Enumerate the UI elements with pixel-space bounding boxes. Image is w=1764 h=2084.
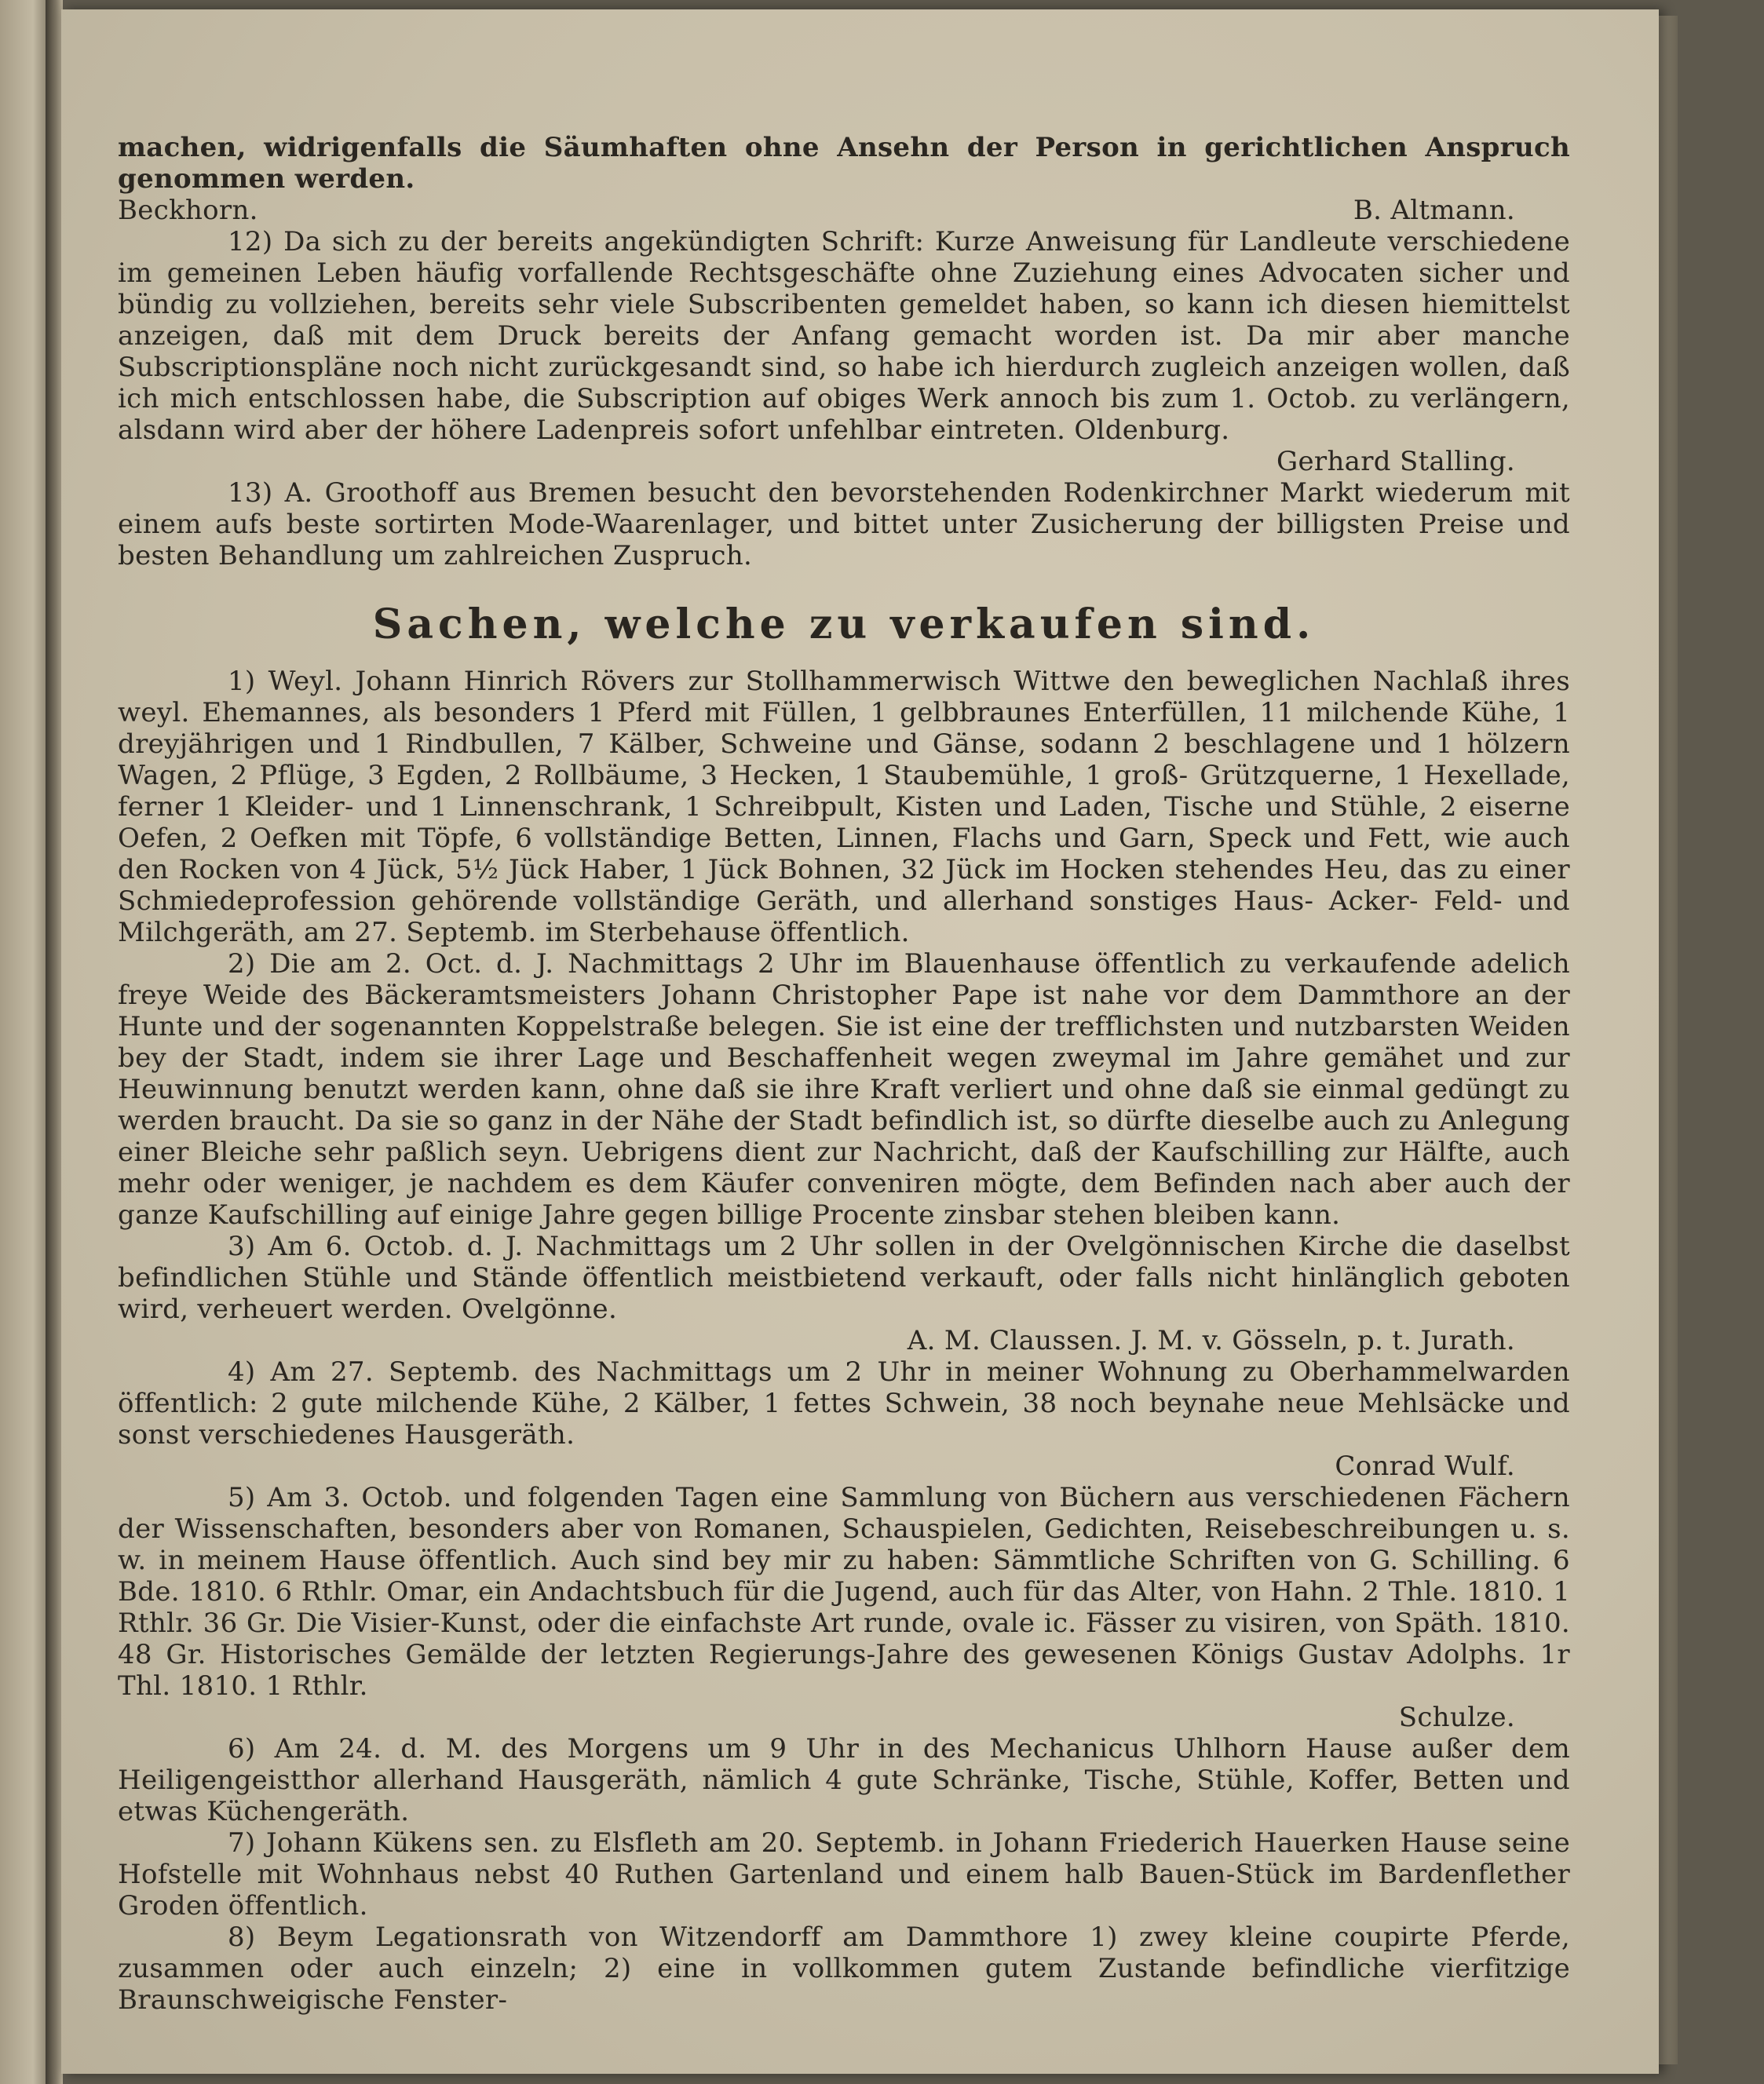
- sale-item-signature: Schulze.: [1398, 1702, 1515, 1733]
- sale-item-3: [118, 1231, 1570, 1356]
- sale-item-text: 1) Weyl. Johann Hinrich Rövers zur Stollhammerwisch Wittwe den beweglichen Nachlaß ihres weyl. Ehemannes, als besonders 1 Pferd mit Füllen, 1 gelbbraunes Enterfüllen, 11 milchende Kühe, 1 dreyjährigen und 1 Rindbullen, 7 Kälber, Schweine und Gänse, sodann 2 beschlagene und 1 hölzern Wagen, 2 Pflüge, 3 Egden, 2 Rollbäume, 3 Hecken, 1 Staubemühle, 1 groß- Grützquerne, 1 Hexellade, ferner 1 Kleider- und 1 Linnenschrank, 1 Schreibpult, Kisten und Laden, Tische und Stühle, 2 eiserne Oefen, 2 Oefken mit Töpfe, 6 vollständige Betten, Linnen, Flachs und Garn, Speck und Fett, wie auch den Rocken von 4 Jück, 5½ Jück Haber, 1 Jück Bohnen, 32 Jück im Hocken stehendes Heu, das zu einer Schmiedeprofession gehörende vollständige Geräth, und allerhand sonstiges Haus- Acker- Feld- und Milchgeräth, am 27. Septemb. im Sterbehause öffentlich.: [118, 666, 1570, 948]
- notice-12: [118, 226, 1570, 477]
- sale-item-1: [118, 666, 1570, 948]
- section-heading: Sachen, welche zu verkaufen sind.: [372, 600, 1316, 648]
- top-line: machen, widrigenfalls die Säumhaften ohne Ansehn der Person in gerichtlichen Anspruch genommen werden.: [118, 132, 1570, 195]
- sale-item-text: 3) Am 6. Octob. d. J. Nachmittags um 2 Uhr sollen in der Ovelgönnischen Kirche die daselbst befindlichen Stühle und Stände öffentlich meistbietend verkauft, oder falls nicht hinlänglich geboten wird, verheuert werden. Ovelgönne.: [118, 1231, 1570, 1325]
- notice-13: [118, 477, 1570, 571]
- top-signature-line: [118, 195, 1570, 226]
- sale-item-text: 8) Beym Legationsrath von Witzendorff am Dammthore 1) zwey kleine coupirte Pferde, zusammen oder auch einzeln; 2) eine in vollkommen gutem Zustande befindliche vierfitzige Braunschweigische Fenster-: [118, 1922, 1570, 2016]
- sale-item-text: 6) Am 24. d. M. des Morgens um 9 Uhr in des Mechanicus Uhlhorn Hause außer dem Heiligengeistthor allerhand Hausgeräth, nämlich 4 gute Schränke, Tische, Stühle, Koffer, Betten und etwas Küchengeräth.: [118, 1733, 1570, 1827]
- sale-item-2: [118, 948, 1570, 1231]
- sale-item-4: [118, 1356, 1570, 1482]
- sale-item-7: [118, 1827, 1570, 1922]
- left-page-edge: [0, 0, 47, 2084]
- top-place: Beckhorn.: [118, 195, 258, 226]
- notice-12-text: 12) Da sich zu der bereits angekündigten Schrift: Kurze Anweisung für Landleute verschiedene im gemeinen Leben häufig vorfallende Rechtsgeschäfte ohne Zuziehung eines Advocaten sicher und bündig zu vollziehen, bereits sehr viele Subscribenten gemeldet haben, so kann ich diesen hiemittelst anzeigen, daß mit dem Druck bereits der Anfang gemacht worden ist. Da mir aber manche Subscriptionspläne noch nicht zurückgesandt sind, so habe ich hierdurch zugleich anzeigen wollen, daß ich mich entschlossen habe, die Subscription auf obiges Werk annoch bis zum 1. Octob. zu verlängern, alsdann wird aber der höhere Ladenpreis sofort unfehlbar eintreten. Oldenburg.: [118, 226, 1570, 446]
- sale-item-text: 4) Am 27. Septemb. des Nachmittags um 2 Uhr in meiner Wohnung zu Oberhammelwarden öffentlich: 2 gute milchende Kühe, 2 Kälber, 1 fettes Schwein, 38 noch beynahe neue Mehlsäcke und sonst verschiedenes Hausgeräth.: [118, 1356, 1570, 1451]
- top-signature: B. Altmann.: [1353, 195, 1515, 226]
- sale-item-signature: A. M. Claussen. J. M. v. Gösseln, p. t. Jurath.: [907, 1325, 1515, 1356]
- sale-item-5: [118, 1482, 1570, 1733]
- sale-item-text: 2) Die am 2. Oct. d. J. Nachmittags 2 Uhr im Blauenhause öffentlich zu verkaufende adelich freye Weide des Bäckeramtsmeisters Johann Christopher Pape ist nahe vor dem Dammthore an der Hunte und der sogenannten Koppelstraße belegen. Sie ist eine der trefflichsten und nutzbarsten Weiden bey der Stadt, indem sie ihrer Lage und Beschaffenheit wegen zweymal im Jahre gemähet und zur Heuwinnung benutzt werden kann, ohne daß sie ihre Kraft verliert und ohne daß sie einmal gedüngt zu werden braucht. Da sie so ganz in der Nähe der Stadt befindlich ist, so dürfte dieselbe auch zu Anlegung einer Bleiche sehr paßlich seyn. Uebrigens dient zur Nachricht, daß der Kaufschilling zur Hälfte, auch mehr oder weniger, je nachdem es dem Käufer conveniren mögte, dem Befinden nach aber auch der ganze Kaufschilling auf einige Jahre gegen billige Procente zinsbar stehen bleiben kann.: [118, 948, 1570, 1231]
- notice-13-text: 13) A. Groothoff aus Bremen besucht den bevorstehenden Rodenkirchner Markt wiederum mit einem aufs beste sortirten Mode-Waarenlager, und bittet unter Zusicherung der billigsten Preise und besten Behandlung um zahlreichen Zuspruch.: [118, 477, 1570, 571]
- page-text: [118, 132, 1570, 2016]
- book-gutter: [46, 0, 63, 2084]
- page-edge-shadow: [1659, 16, 1678, 2064]
- sale-item-text: 5) Am 3. Octob. und folgenden Tagen eine Sammlung von Büchern aus verschiedenen Fächern der Wissenschaften, besonders aber von Romanen, Schauspielen, Gedichten, Reisebeschreibungen u. s. w. in meinem Hause öffentlich. Auch sind bey mir zu haben: Sämmtliche Schriften von G. Schilling. 6 Bde. 1810. 6 Rthlr. Omar, ein Andachtsbuch für die Jugend, auch für das Alter, von Hahn. 2 Thle. 1810. 1 Rthlr. 36 Gr. Die Visier-Kunst, oder die einfachste Art runde, ovale ic. Fässer zu visiren, von Späth. 1810. 48 Gr. Historisches Gemälde der letzten Regierungs-Jahre des gewesenen Königs Gustav Adolphs. 1r Thl. 1810. 1 Rthlr.: [118, 1482, 1570, 1702]
- sale-item-signature: Conrad Wulf.: [1335, 1451, 1515, 1482]
- sale-item-text: 7) Johann Kükens sen. zu Elsfleth am 20. Septemb. in Johann Friederich Hauerken Hause seine Hofstelle mit Wohnhaus nebst 40 Ruthen Gartenland und einem halb Bauen-Stück im Bardenflether Groden öffentlich.: [118, 1827, 1570, 1922]
- sale-item-8: [118, 1922, 1570, 2016]
- sale-item-6: [118, 1733, 1570, 1827]
- notice-12-signature: Gerhard Stalling.: [1276, 446, 1515, 477]
